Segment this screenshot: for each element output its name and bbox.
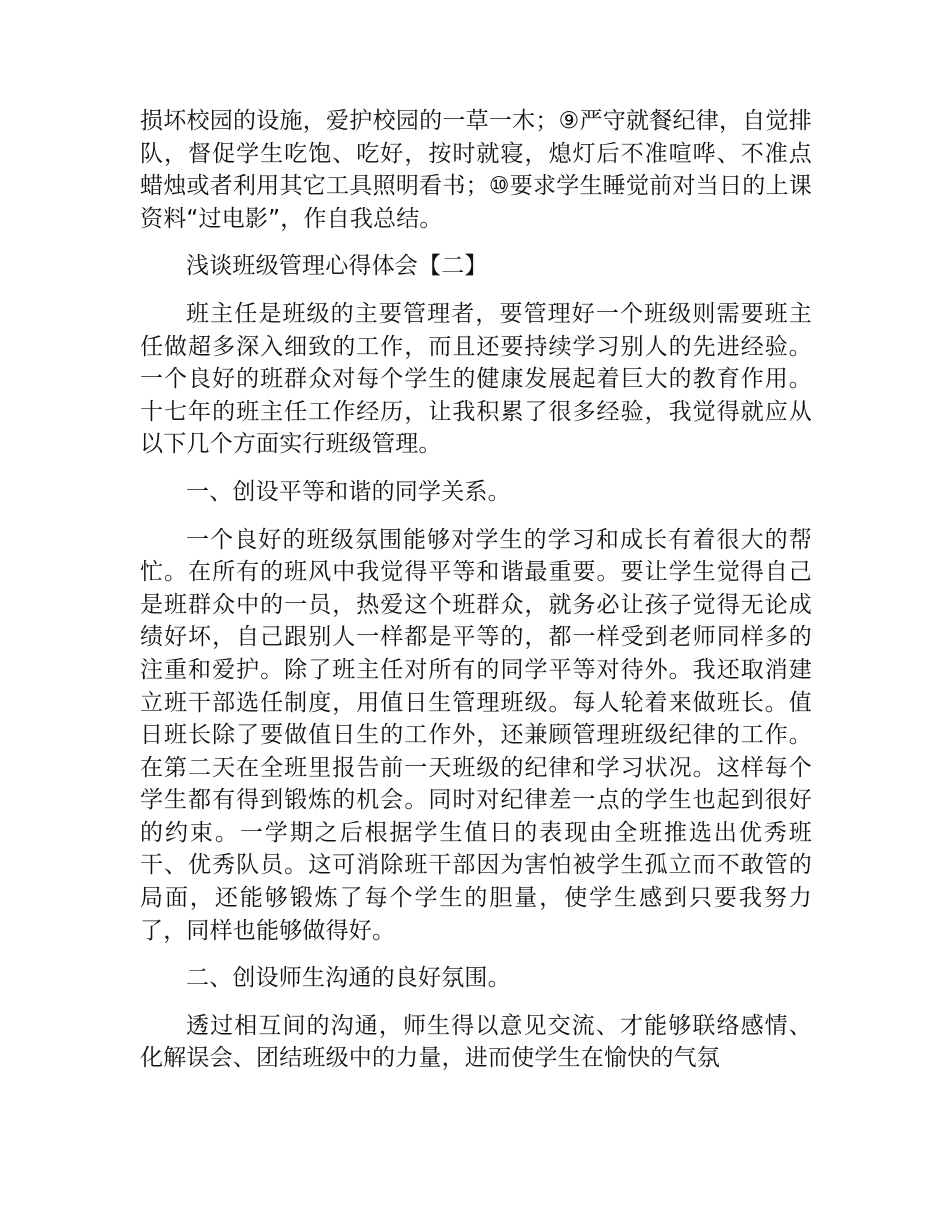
paragraph-continuation: 损坏校园的设施，爱护校园的一草一木；⑨严守就餐纪律，自觉排队，督促学生吃饱、吃好，按时就寝，熄灯后不准喧哗、不准点蜡烛或者利用其它工具照明看书；⑩要求学生睡觉前对当日的上课资料“过电影”，作自我总结。 [140,108,812,232]
section-title: 浅谈班级管理心得体会【二】 [186,253,488,280]
document-page [140,105,812,1090]
heading-one: 一、创设平等和谐的同学关系。 [186,478,511,505]
paragraph-equal-relations: 一个良好的班级氛围能够对学生的学习和成长有着很大的帮忙。在所有的班风中我觉得平等和谐最重要。要让学生觉得自己是班群众中的一员，热爱这个班群众，就务必让孩子觉得无论成绩好坏，自己跟别人一样都是平等的，都一样受到老师同样多的注重和爱护。除了班主任对所有的同学平等对待外。我还取消建立班干部选任制度，用值日生管理班级。每人轮着来做班长。值日班长除了要做值日生的工作外，还兼顾管理班级纪律的工作。在第二天在全班里报告前一天班级的纪律和学习状况。这样每个学生都有得到锻炼的机会。同时对纪律差一点的学生也起到很好的约束。一学期之后根据学生值日的表现由全班推选出优秀班干、优秀队员。这可消除班干部因为害怕被学生孤立而不敢管的局面，还能够锻炼了每个学生的胆量，使学生感到只要我努力了，同样也能够做得好。 [140,526,812,944]
heading-two: 二、创设师生沟通的良好氛围。 [186,965,511,992]
paragraph-intro: 班主任是班级的主要管理者，要管理好一个班级则需要班主任做超多深入细致的工作，而且还要持续学习别人的先进经验。一个良好的班群众对每个学生的健康发展起着巨大的教育作用。十七年的班主任工作经历，让我积累了很多经验，我觉得就应从以下几个方面实行班级管理。 [140,300,812,458]
paragraph-communication: 透过相互间的沟通，师生得以意见交流、才能够联络感情、化解误会、团结班级中的力量，进而使学生在愉快的气氛 [140,1012,812,1072]
